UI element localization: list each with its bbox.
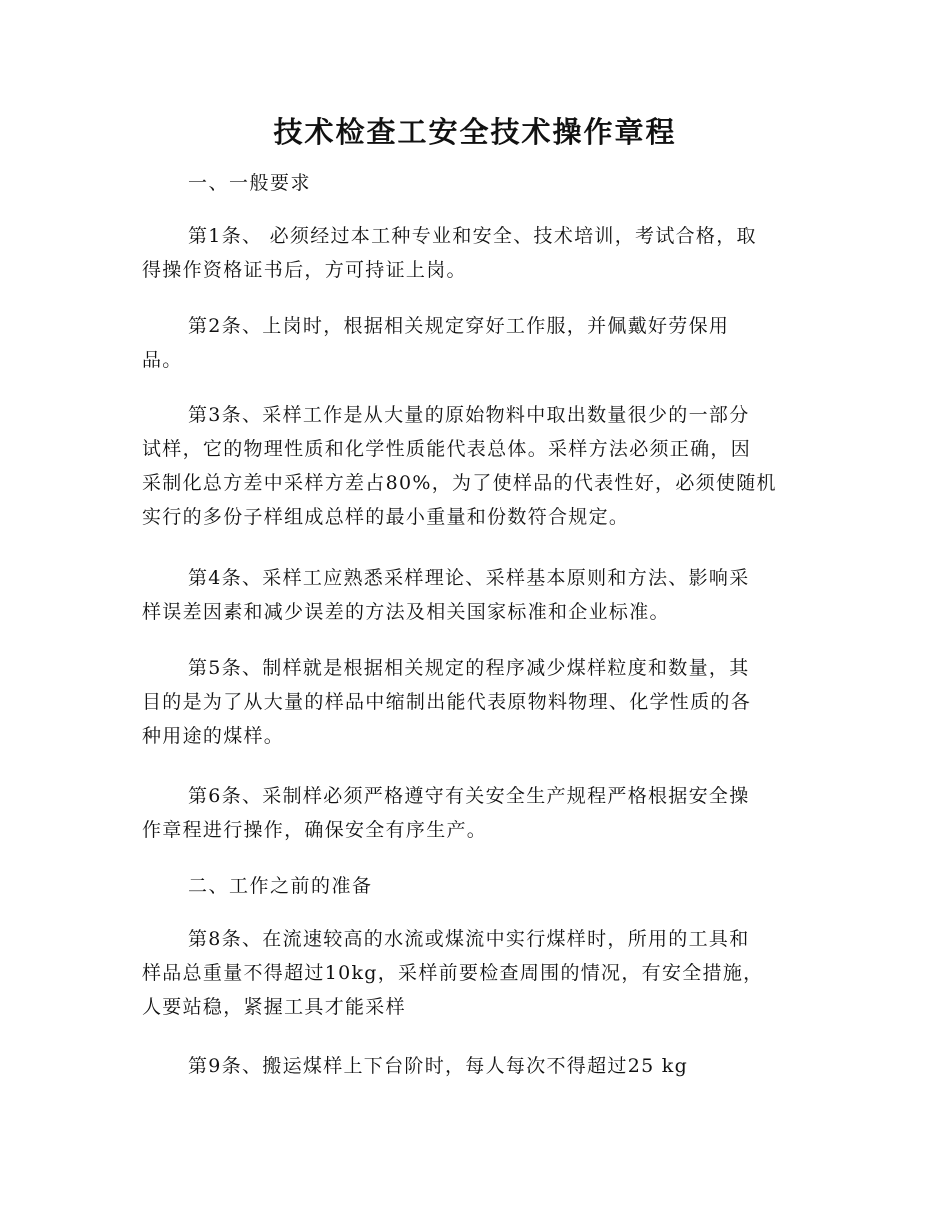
paragraph-line: 样品总重量不得超过10kg，采样前要检查周围的情况，有安全措施， xyxy=(142,962,764,984)
paragraph-line: 种用途的煤样。 xyxy=(142,725,285,747)
section-heading-general-requirements: 一、一般要求 xyxy=(188,172,312,194)
section-heading-preparation: 二、工作之前的准备 xyxy=(188,875,373,897)
paragraph-article-6 xyxy=(142,779,810,847)
paragraph-article-4 xyxy=(142,561,810,629)
paragraph-article-9 xyxy=(142,1049,810,1083)
paragraph-line: 得操作资格证书后，方可持证上岗。 xyxy=(142,259,467,281)
paragraph-line: 第5条、制样就是根据相关规定的程序减少煤样粒度和数量，其 xyxy=(188,657,750,679)
document-title: 技术检查工安全技术操作章程 xyxy=(273,115,677,149)
paragraph-article-3 xyxy=(142,398,810,534)
paragraph-line: 品。 xyxy=(142,349,183,371)
paragraph-line: 试样，它的物理性质和化学性质能代表总体。采样方法必须正确，因 xyxy=(142,438,752,460)
paragraph-line: 第6条、采制样必须严格遵守有关安全生产规程严格根据安全操 xyxy=(188,785,750,807)
paragraph-line: 第9条、搬运煤样上下台阶时，每人每次不得超过25 kg xyxy=(188,1055,689,1077)
paragraph-line: 人要站稳，紧握工具才能采样 xyxy=(142,996,406,1018)
paragraph-line: 样误差因素和减少误差的方法及相关国家标准和企业标准。 xyxy=(142,601,670,623)
paragraph-line: 第8条、在流速较高的水流或煤流中实行煤样时，所用的工具和 xyxy=(188,928,750,950)
paragraph-line: 第3条、采样工作是从大量的原始物料中取出数量很少的一部分 xyxy=(188,404,750,426)
paragraph-article-5 xyxy=(142,651,810,753)
paragraph-line: 采制化总方差中采样方差占80%，为了使样品的代表性好，必须使随机 xyxy=(142,472,777,494)
paragraph-line: 第4条、采样工应熟悉采样理论、采样基本原则和方法、影响采 xyxy=(188,567,750,589)
paragraph-line: 第2条、上岗时，根据相关规定穿好工作服，并佩戴好劳保用 xyxy=(188,315,730,337)
paragraph-line: 第1条、 必须经过本工种专业和安全、技术培训，考试合格，取 xyxy=(188,225,757,247)
paragraph-line: 目的是为了从大量的样品中缩制出能代表原物料物理、化学性质的各 xyxy=(142,691,752,713)
paragraph-line: 作章程进行操作，确保安全有序生产。 xyxy=(142,819,488,841)
paragraph-article-1 xyxy=(142,219,810,287)
paragraph-article-8 xyxy=(142,922,810,1024)
paragraph-line: 实行的多份子样组成总样的最小重量和份数符合规定。 xyxy=(142,506,630,528)
paragraph-article-2 xyxy=(142,309,810,377)
